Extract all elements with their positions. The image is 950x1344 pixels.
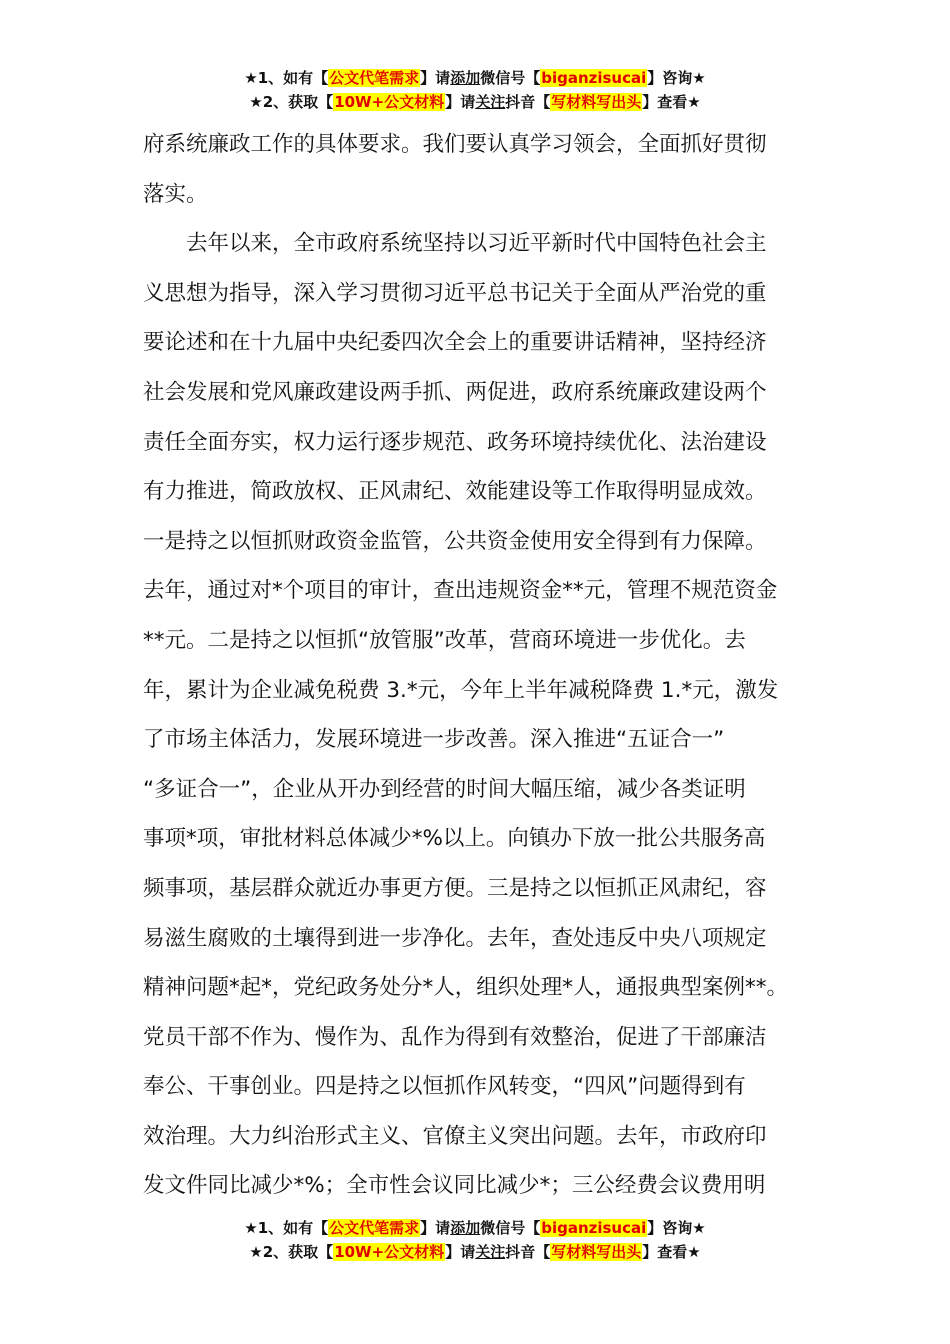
highlight-service: 公文代笔需求 — [329, 69, 420, 87]
text-line: 府系统廉政工作的具体要求。我们要认真学习领会，全面抓好贯彻 — [143, 132, 767, 157]
banner-text-underlined: 添加 — [450, 1219, 481, 1237]
banner-text: 】请 — [420, 1219, 451, 1237]
text-line: 效治理。大力纠治形式主义、官僚主义突出问题。去年，市政府印 — [143, 1123, 767, 1149]
highlight-wechat-id: biganzisucai — [541, 1219, 647, 1237]
banner-text-underlined: 关注 — [475, 93, 506, 111]
banner-text: 】咨询★ — [647, 1219, 706, 1237]
text-line: 责任全面夯实，权力运行逐步规范、政务环境持续优化、法治建设 — [143, 429, 767, 455]
star-icon: ★ — [244, 1219, 258, 1237]
text-line: 落实。 — [143, 181, 208, 207]
text-line: “多证合一”，企业从开办到经营的时间大幅压缩，减少各类证明 — [143, 776, 746, 802]
highlight-douyin-account: 写材料写出头 — [551, 1243, 642, 1261]
banner-line-2 — [0, 1240, 950, 1264]
banner-text: 抖音【 — [505, 1243, 551, 1261]
banner-text: 】请 — [445, 1243, 476, 1261]
text-line: 社会发展和党风廉政建设两手抓、两促进，政府系统廉政建设两个 — [143, 379, 767, 405]
footer-banner — [0, 1216, 950, 1264]
banner-text: 抖音【 — [505, 93, 551, 111]
banner-text: 】咨询★ — [647, 69, 706, 87]
text-line: 义思想为指导，深入学习贯彻习近平总书记关于全面从严治党的重 — [143, 280, 767, 306]
text-line: 要论述和在十九届中央纪委四次全会上的重要讲话精神，坚持经济 — [143, 330, 767, 356]
text-line: 有力推进，简政放权、正风肃纪、效能建设等工作取得明显成效。 — [143, 479, 767, 505]
star-icon: ★ — [249, 1243, 263, 1261]
banner-line-1 — [0, 1216, 950, 1240]
banner-text-underlined: 添加 — [450, 69, 481, 87]
banner-text: 1、如有【 — [257, 1219, 329, 1237]
highlight-wechat-id: biganzisucai — [541, 69, 647, 87]
banner-text: 】请 — [445, 93, 476, 111]
text-line: 事项*项，审批材料总体减少*%以上。向镇办下放一批公共服务高 — [143, 826, 766, 852]
banner-text: 1、如有【 — [257, 69, 329, 87]
text-line: 一是持之以恒抓财政资金监管，公共资金使用安全得到有力保障。 — [143, 528, 767, 554]
text-line: 党员干部不作为、慢作为、乱作为得到有效整治，促进了干部廉洁 — [143, 1024, 767, 1050]
paragraph-start-line: 去年以来，全市政府系统坚持以习近平新时代中国特色社会主 — [186, 231, 767, 257]
highlight-materials: 10W+公文材料 — [334, 93, 445, 111]
text-line: 精神问题*起*，党纪政务处分*人，组织处理*人，通报典型案例**。 — [143, 975, 789, 1001]
banner-line-1 — [0, 66, 950, 90]
document-body — [143, 120, 808, 1211]
star-icon: ★ — [249, 93, 263, 111]
highlight-douyin-account: 写材料写出头 — [551, 93, 642, 111]
star-icon: ★ — [244, 69, 258, 87]
text-line: **元。二是持之以恒抓“放管服”改革，营商环境进一步优化。去 — [143, 627, 746, 653]
text-line: 频事项，基层群众就近办事更方便。三是持之以恒抓正风肃纪，容 — [143, 875, 767, 901]
text-line: 发文件同比减少*%；全市性会议同比减少*；三公经费会议费用明 — [143, 1173, 766, 1199]
text-line: 了市场主体活力，发展环境进一步改善。深入推进“五证合一” — [143, 727, 725, 753]
banner-text-underlined: 关注 — [475, 1243, 506, 1261]
banner-text: 2、获取【 — [262, 1243, 334, 1261]
text-line: 奉公、干事创业。四是持之以恒抓作风转变，“四风”问题得到有 — [143, 1074, 746, 1100]
banner-text: 2、获取【 — [262, 93, 334, 111]
banner-text: 微信号【 — [480, 69, 541, 87]
banner-text: 】查看★ — [642, 93, 701, 111]
highlight-materials: 10W+公文材料 — [334, 1243, 445, 1261]
text-line: 年，累计为企业减免税费 3.*元，今年上半年减税降费 1.*元，激发 — [143, 677, 779, 703]
header-banner — [0, 66, 950, 114]
text-line: 易滋生腐败的土壤得到进一步净化。去年，查处违反中央八项规定 — [143, 925, 767, 951]
highlight-service: 公文代笔需求 — [329, 1219, 420, 1237]
banner-text: 微信号【 — [480, 1219, 541, 1237]
banner-line-2 — [0, 90, 950, 114]
banner-text: 】请 — [420, 69, 451, 87]
text-line: 去年，通过对*个项目的审计，查出违规资金**元，管理不规范资金 — [143, 578, 778, 604]
banner-text: 】查看★ — [642, 1243, 701, 1261]
